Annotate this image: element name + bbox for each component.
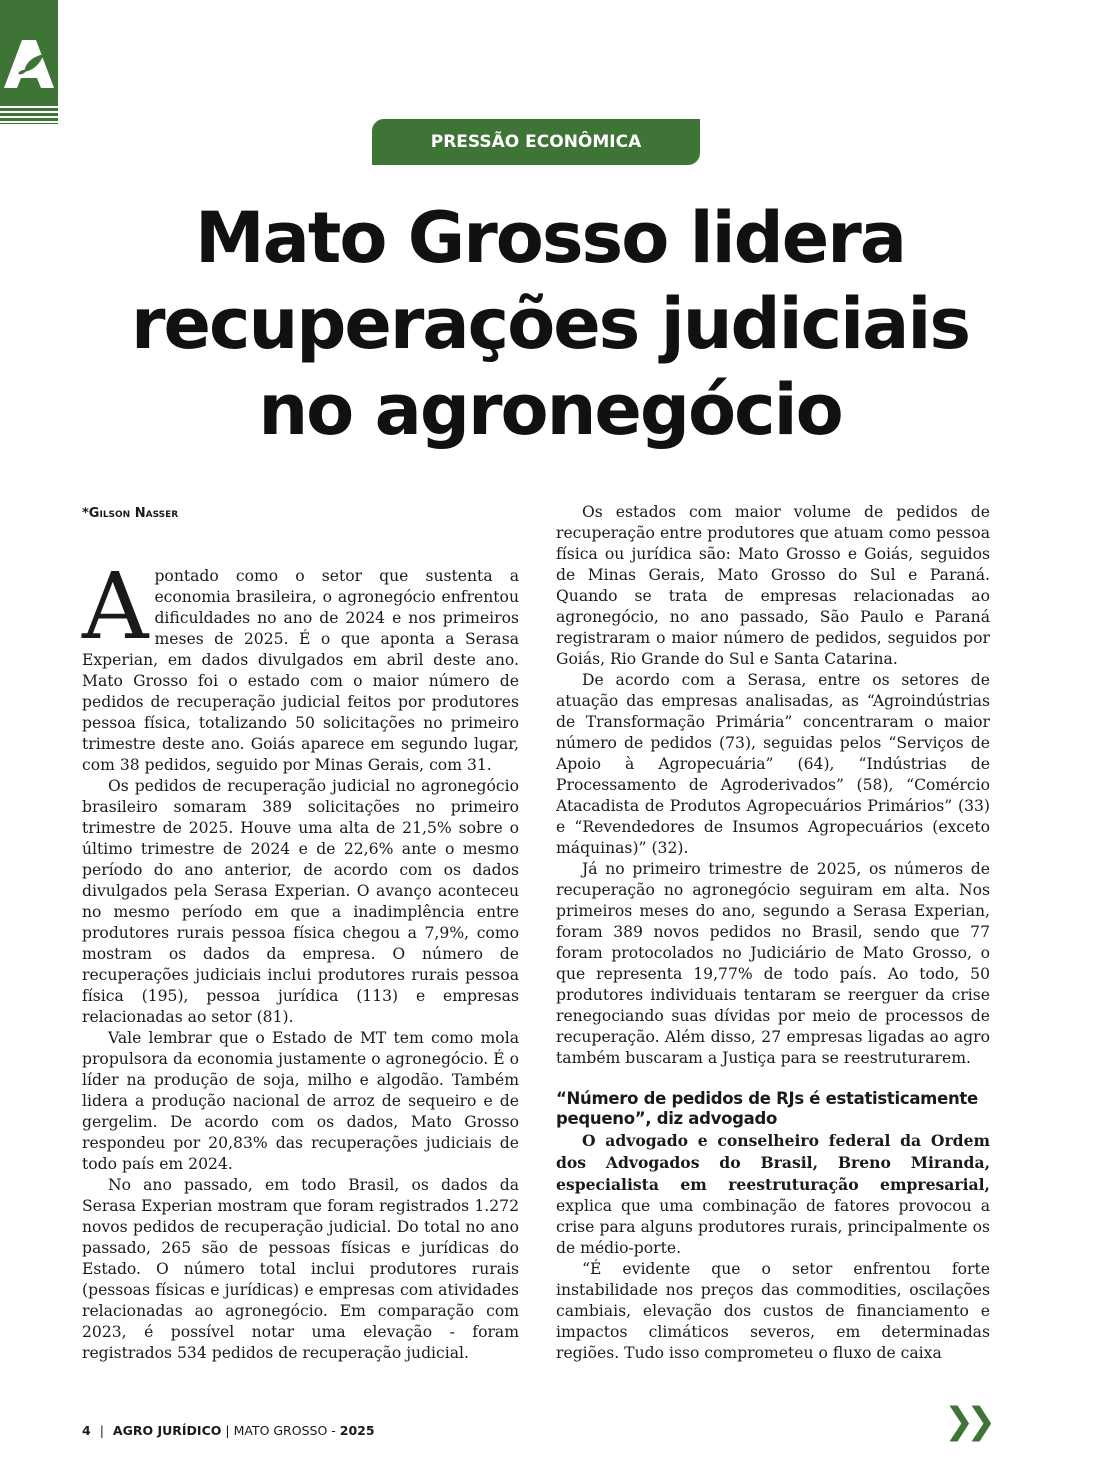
paragraph: Apontado como o setor que sustenta a economia brasileira, o agronegócio enfrentou dificuldades no ano de 2024 e nos primeiros meses de 2025. É o que aponta a Serasa Experian, em dados divulgados em abril deste ano. Mato Grosso foi o estado com o maior número de pedidos de recuperação judicial feitos por produtores pessoa física, totalizando 50 solicitações no primeiro trimestre deste ano. Goiás aparece em segundo lugar, com 38 pedidos, seguido por Minas Gerais, com 31. bbox=[82, 553, 519, 774]
paragraph: De acordo com a Serasa, entre os setores de atuação das empresas analisadas, as “Agroindústrias de Transformação Primária” concentraram o maior número de pedidos (73), seguidas pelos “Serviços de Apoio à Agropecuária” (64), “Indústrias de Processamento de Agroderivados” (58), “Comércio Atacadista de Produtos Agropecuários Primários” (33) e “Revendedores de Insumos Agropecuários (exceto máquinas)” (32). bbox=[556, 671, 990, 857]
title-line: no agronegócio bbox=[258, 369, 842, 451]
page-footer: 4 | AGRO JURÍDICO | MATO GROSSO - 2025 bbox=[82, 1423, 375, 1438]
paragraph: Vale lembrar que o Estado de MT tem como mola propulsora da economia justamente o agronegócio. É o líder na produção de soja, milho e algodão. Também lidera a produção nacional de arroz de sequeiro e de gergelim. De acordo com os dados, Mato Grosso respondeu por 20,83% das recuperações judiciais de todo país em 2024. bbox=[82, 1029, 519, 1173]
paragraph: Os estados com maior volume de pedidos de recuperação entre produtores que atuam como pessoa física ou jurídica são: Mato Grosso e Goiás, seguidos de Minas Gerais, Mato Grosso do Sul e Paraná. Quando se trata de empresas relacionadas ao agronegócio, no ano passado, São Paulo e Paraná registraram o maior número de pedidos, seguidos por Goiás, Rio Grande do Sul e Santa Catarina. bbox=[556, 503, 990, 668]
logo-a-leaf-icon bbox=[4, 40, 54, 90]
year: 2025 bbox=[339, 1423, 375, 1438]
region: MATO GROSSO bbox=[233, 1423, 328, 1438]
bold-lead: O advogado e conselheiro federal da Ordem dos Advogados do Brasil, Breno Miranda, especialista em reestruturação empresarial, bbox=[556, 1131, 990, 1194]
paragraph: Os pedidos de recuperação judicial no agronegócio brasileiro somaram 389 solicitações no primeiro trimestre de 2025. Houve uma alta de 21,5% sobre o último trimestre de 2024 e de 22,6% ante o mesmo período do ano anterior, de acordo com os dados divulgados pela Serasa Experian. O avanço aconteceu no mesmo período em que a inadimplência entre produtores rurais pessoa física chegou a 7,9%, como mostram os dados da empresa. O número de recuperações judiciais inclui produtores rurais pessoa física (195), pessoa jurídica (113) e empresas relacionadas ao setor (81). bbox=[82, 777, 519, 1026]
title-line: Mato Grosso lidera bbox=[194, 197, 905, 279]
divider: | bbox=[225, 1423, 230, 1438]
divider: | bbox=[99, 1423, 104, 1438]
article-column-2 bbox=[556, 502, 990, 1364]
paragraph: No ano passado, em todo Brasil, os dados da Serasa Experian mostram que foram registrados 1.272 novos pedidos de recuperação judicial. Do total no ano passado, 265 são de pessoas físicas e jurídicas do Estado. O número total inclui produtores rurais (pessoas físicas e jurídicas) e empresas com atividades relacionadas ao agronegócio. Em comparação com 2023, é possível notar uma elevação - foram registrados 534 pedidos de recuperação judicial. bbox=[82, 1176, 519, 1362]
publication-name: AGRO JURÍDICO bbox=[112, 1423, 222, 1438]
article-column-1 bbox=[82, 553, 519, 1364]
drop-cap: A bbox=[82, 553, 149, 660]
double-chevron-right-icon: ❯❯ bbox=[944, 1401, 989, 1442]
section-kicker: PRESSÃO ECONÔMICA bbox=[372, 119, 700, 165]
paragraph: O advogado e conselheiro federal da Ordem dos Advogados do Brasil, Breno Miranda, especialista em reestruturação empresarial, explica que uma combinação de fatores provocou a crise para alguns produtores rurais, principalmente os de médio-porte. bbox=[556, 1131, 990, 1257]
author-byline: *Gilson Nasser bbox=[82, 506, 179, 521]
title-line: recuperações judiciais bbox=[130, 283, 970, 365]
paragraph: Já no primeiro trimestre de 2025, os números de recuperação no agronegócio seguiram em alta. Nos primeiros meses do ano, segundo a Serasa Experian, foram 389 novos pedidos no Brasil, sendo que 77 foram protocolados no Judiciário de Mato Grosso, o que representa 19,77% de todo país. Ao todo, 50 produtores individuais tentaram se reerguer da crise renegociando suas dívidas por meio de processos de recuperação. Além disso, 27 empresas ligadas ao agro também buscaram a Justiça para se reestruturarem. bbox=[556, 860, 990, 1067]
article-title bbox=[0, 195, 1100, 453]
paragraph: “É evidente que o setor enfrentou forte instabilidade nos preços das commodities, oscilações cambiais, elevação dos custos de financiamento e impactos climáticos severos, em determinadas regiões. Tudo isso comprometeu o fluxo de caixa bbox=[556, 1260, 990, 1362]
subheading: “Número de pedidos de RJs é estatisticamente pequeno”, diz advogado bbox=[556, 1089, 978, 1128]
publication-logo bbox=[0, 0, 58, 124]
logo-stripes bbox=[0, 106, 58, 124]
page-number: 4 bbox=[82, 1423, 91, 1438]
